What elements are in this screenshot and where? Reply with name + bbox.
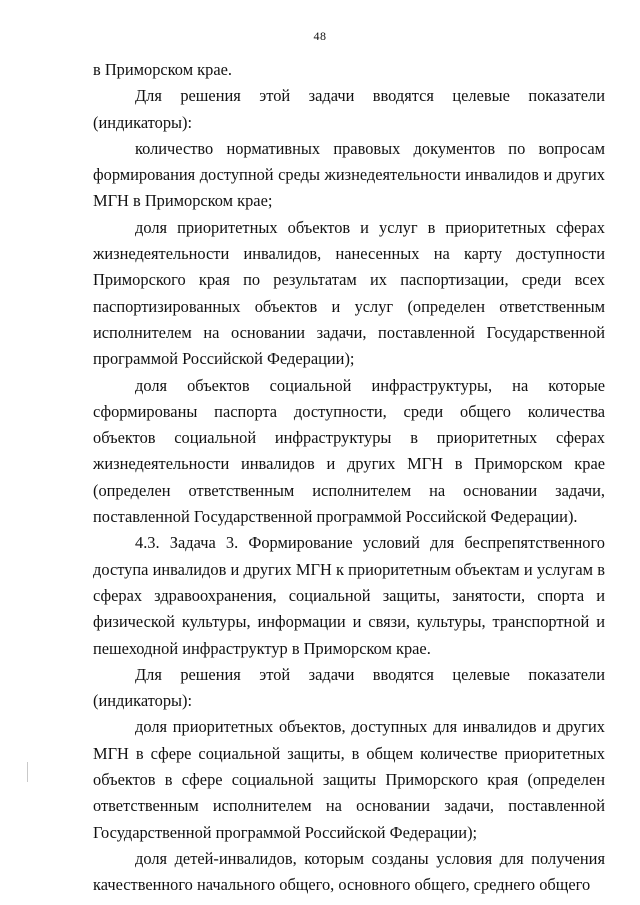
- paragraph-indicator-normative-docs: количество нормативных правовых документов по вопросам формирования доступной среды жизнедеятельности инвалидов и других МГН в Приморском крае;: [93, 138, 605, 211]
- paragraph-indicator-social-protection: доля приоритетных объектов, доступных для инвалидов и других МГН в сфере социальной защиты, в общем количестве приоритетных объектов в сфере социальной защиты Приморского края (определен ответственным исполнителем на основании задачи, поставленной Государственной программой Российской Федерации);: [93, 717, 605, 842]
- paragraph-indicator-accessibility-passports: доля объектов социальной инфраструктуры, на которые сформированы паспорта доступности, среди общего количества объектов социальной инфраструктуры в приоритетных сферах жизнедеятельности инвалидов и других МГН в Приморском крае (определен ответственным исполнителем на основании задачи, поставленной Государственной программой Российской Федерации).: [93, 375, 605, 527]
- paragraph-indicator-disabled-children: доля детей-инвалидов, которым созданы условия для получения качественного начального общего, основного общего, среднего общего: [93, 848, 605, 895]
- paragraph-task-3-heading: 4.3. Задача 3. Формирование условий для беспрепятственного доступа инвалидов и других МГН к приоритетным объектам и услугам в сферах здравоохранения, социальной защиты, занятости, спорта и физической культуры, информации и связи, культуры, транспортной и пешеходной инфраструктур в Приморском крае.: [93, 533, 605, 658]
- paragraph-continuation: в Приморском крае.: [93, 60, 232, 79]
- scan-artifact: [27, 762, 28, 782]
- paragraph-indicators-intro: Для решения этой задачи вводятся целевые показатели (индикаторы):: [93, 86, 605, 132]
- paragraph-indicators-intro-2: Для решения этой задачи вводятся целевые показатели (индикаторы):: [93, 664, 605, 711]
- page-number: 48: [313, 29, 327, 43]
- document-body: [93, 57, 605, 899]
- paragraph-indicator-priority-objects-map: доля приоритетных объектов и услуг в приоритетных сферах жизнедеятельности инвалидов, нанесенных на карту доступности Приморского края по результатам их паспортизации, среди всех паспортизированных объектов и услуг (определен ответственным исполнителем на основании задачи, поставленной Государственной программой Российской Федерации);: [93, 217, 605, 369]
